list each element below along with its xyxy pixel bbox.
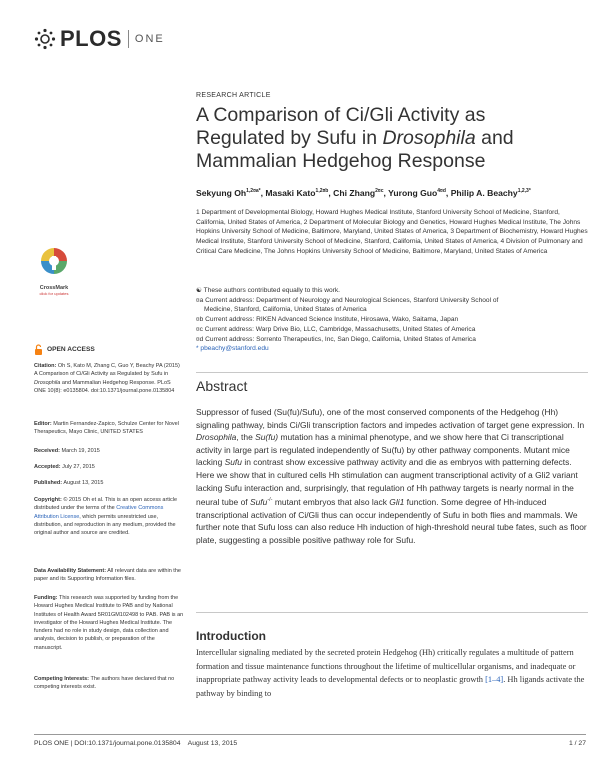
article-type-label: RESEARCH ARTICLE [196,92,271,99]
article-title: A Comparison of Ci/Gli Activity as Regulated by Sufu in Drosophila and Mammalian Hedgehog Response [196,104,514,172]
author-name[interactable]: Philip A. Beachy [450,187,518,198]
reference-link[interactable]: [1–4] [485,675,504,685]
note-line: ¤d Current address: Sorrento Therapeutics, Inc, San Diego, California, United States of America [196,335,476,343]
abstract-text: Suppressor of fused (Su(fu)/Sufu), one of the most conserved components of the Hedgehog (Hh) signaling pathway, binds Ci/Gli transcription factors and impedes activation of target gene expression. In Drosophila, the Su(fu) mutation has a minimal phenotype, and we show here that Ci transcriptional activity in large part is regulated independently of Su(fu) by other pathway components. Mutant mice lacking Sufu in contrast show excessive pathway activity and die as embryos with patterning defects. Here we show that in cultured cells Hh stimulation can augment transcriptional activity of a Gli2 variant lacking Sufu interaction and, surprisingly, that regulation of Hh pathway targets is nearly normal in the neural tube of Sufu-/- mutant embryos that also lack Gli1 function. Some degree of Hh-induced transcriptional activation of Ci/Gli thus can occur independently of Sufu in both flies and mammals. We further note that Sufu loss can also reduce Hh induction of high-threshold neural tube fates, such as floor plate, suggesting a possible positive pathway role for Sufu. [196,407,587,545]
logo-text: PLOS [60,26,122,51]
author-name[interactable]: Chi Zhang [333,187,376,198]
crossmark-sublabel: click for updates [39,291,69,296]
open-access-label: OPEN ACCESS [47,346,95,353]
plos-logo[interactable] [34,26,165,52]
author-name[interactable]: Sekyung Oh [196,187,247,198]
crossmark-label: CrossMark [39,285,69,291]
page-number: 1 / 27 [568,740,586,747]
crossmark-icon [39,246,69,280]
footer-citation: PLOS ONE | DOI:10.1371/journal.pone.0135804 August 13, 2015 [34,740,238,747]
corresponding-email[interactable]: * pbeachy@stanford.edu [196,345,269,353]
intro-text: Intercellular signaling mediated by the secreted protein Hedgehog (Hh) critically regulates a multitude of pattern formation and tissue maintenance functions throughout the lifetime of multicellular organisms, and inadequate or inappropriate pathway activity leads to developmental defects or to neoplastic growth [1–4]. Hh ligands activate the pathway by binding to [196,648,585,698]
citation-block: Citation: Oh S, Kato M, Zhang C, Guo Y, Beachy PA (2015) A Comparison of Ci/Gli Activity as Regulated by Sufu in Drosophila and Mammalian Hedgehog Response. PLoS ONE 10(8): e0135804. doi:10.1371/journal.pone.0135804 [34,363,180,394]
logo-journal: ONE [134,33,165,45]
author-notes [196,286,588,354]
intro-heading: Introduction [196,629,266,643]
author-name[interactable]: Yurong Guo [388,187,438,198]
plos-logo-icon [34,28,56,50]
crossmark-badge[interactable] [34,246,74,296]
note-line: ¤a Current address: Department of Neurology and Neurological Sciences, Stanford University School of [196,296,499,304]
author-name[interactable]: Masaki Kato [265,187,316,198]
published-block: Published: August 13, 2015 [34,480,104,486]
received-block: Received: March 19, 2015 [34,448,100,454]
author-list: Sekyung $Oh^{1,2¤a*}$, Masaki Kato$^{1,2¤b}$, Chi Zhang$^{2¤c}$, Yurong Guo$^{4¤d}$, Philip A. Beachy$^{1,2,3*}$ [196,187,531,198]
editor-block: Editor: Martin Fernandez-Zapico, Schulze Center for Novel Therapeutics, Mayo Clinic, UNITED STATES [34,421,179,436]
abstract-bottom-rule [196,612,588,613]
affiliations: 1 Department of Developmental Biology, Howard Hughes Medical Institute, Stanford University School of Medicine, Stanford, California, United States of America, 2 Department of Molecular Biology and Genetics, Howard Hughes Medical Institute, The Johns Hopkins University School of Medicine, Baltimore, Maryland, United States of America, 3 Department of Biochemistry, Howard Hughes Medical Institute, Stanford University School of Medicine, Stanford, California, United States of America, 4 Division of Pulmonary and Critical Care Medicine, The Johns Hopkins University School of Medicine, Baltimore, Maryland, United States of America [196,209,588,255]
open-access-badge [34,344,95,355]
note-line: ¤b Current address: RIKEN Advanced Science Institute, Hirosawa, Wako, Saitama, Japan [196,316,459,324]
open-lock-icon [34,344,43,355]
funding-block: Funding: This research was supported by funding from the Howard Hughes Medical Institute to PAB and by National Institutes of Health Award 5R01GM102498 to PAB. PAB is an investigator of the Howard Hughes Medical Institute. The funders had no role in study design, data collection and analysis, decision to publish, or preparation of the manuscript. [34,595,184,651]
note-line: ☯ These authors contributed equally to this work. [196,287,340,294]
data-availability-block: Data Availability Statement: All relevant data are within the paper and its Supporting Information files. [34,568,181,583]
competing-interests-block: Competing Interests: The authors have declared that no competing interests exist. [34,676,175,691]
note-line: Medicine, Stanford, California, United States of America [204,306,367,314]
footer-rule [34,734,586,735]
abstract-heading: Abstract [196,378,248,394]
note-line: ¤c Current address: Warp Drive Bio, LLC, Cambridge, Massachusetts, United States of America [196,325,476,333]
copyright-block: Copyright: © 2015 Oh et al. This is an open access article distributed under the terms of the Creative Commons Attribution License, which permits unrestricted use, distribution, and reproduction in any medium, provided the original author and source are credited. [34,497,178,537]
page-footer [34,740,586,747]
logo-divider [128,30,129,48]
abstract-top-rule [196,372,588,373]
accepted-block: Accepted: July 27, 2015 [34,464,95,470]
license-link[interactable]: Creative Commons Attribution License [34,505,164,520]
